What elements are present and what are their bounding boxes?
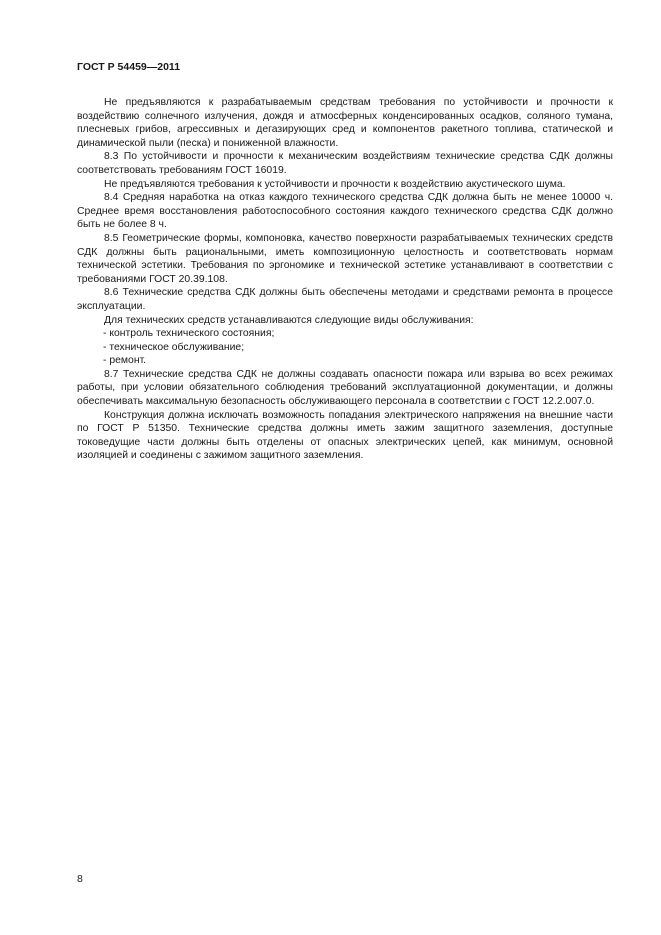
paragraph: Для технических средств устанавливаются следующие виды обслуживания: [104,314,474,326]
list-item: - контроль технического состояния; [103,328,275,340]
paragraph: Не предъявляются требования к устойчивости и прочности к воздействию акустического шума. [104,178,566,190]
page-number: 8 [77,873,83,885]
paragraph-8-6: 8.6 Технические средства СДК должны быть обеспечены методами и средствами ремонта в процессе эксплуатации. [77,287,613,312]
list-item: - ремонт. [103,355,147,367]
list-item: - техническое обслуживание; [103,341,245,353]
document-body [77,96,613,463]
paragraph: Конструкция должна исключать возможность попадания электрического напряжения на внешние части по ГОСТ Р 51350. Технические средства должны иметь зажим защитного заземления, доступные токоведущие части должны быть отделены от опасных электрических цепей, как минимум, основной изоляцией и соединены с зажимом защитного заземления. [77,409,613,462]
paragraph: Не предъявляются к разрабатываемым средствам требования по устойчивости и прочности к воздействию солнечного излучения, дождя и атмосферных конденсированных осадков, соляного тумана, плесневых грибов, агрессивных и дегазирующих сред и компонентов ракетного топлива, статической и динамической пыли (песка) и пониженной влажности. [77,97,613,149]
paragraph-8-7: 8.7 Технические средства СДК не должны создавать опасности пожара или взрыва во всех режимах работы, при условии обязательного соблюдения требований эксплуатационной документации, и должны обеспечивать максимальную безопасность обслуживающего персонала в соответствии с ГОСТ 12.2.007.0. [77,368,613,408]
paragraph-8-4: 8.4 Средняя наработка на отказ каждого технического средства СДК должна быть не менее 10000 ч. Среднее время восстановления работоспособного состояния каждого технического средства СДК должно быть не более 8 ч. [77,192,613,231]
paragraph-8-5: 8.5 Геометрические формы, компоновка, качество поверхности разрабатываемых технических средств СДК должны быть рациональными, иметь композиционную целостность и соответствовать нормам технической эстетики. Требования по эргономике и технической эстетике устанавливают в соответствии с требованиями ГОСТ 20.39.108. [77,232,613,285]
paragraph-8-3: 8.3 По устойчивости и прочности к механическим воздействиям технические средства СДК должны соответствовать требованиям ГОСТ 16019. [77,151,613,176]
document-header: ГОСТ Р 54459—2011 [77,61,181,73]
